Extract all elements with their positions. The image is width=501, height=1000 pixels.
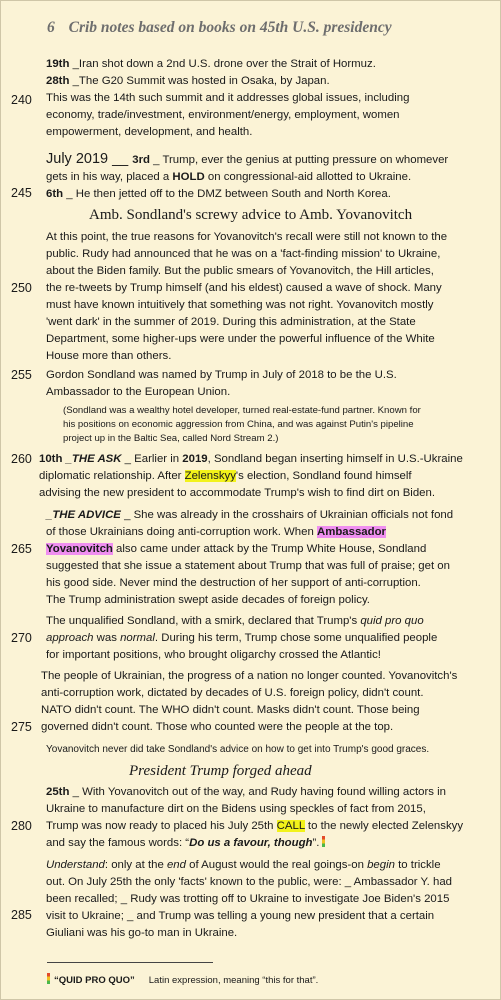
note-advice-not-taken: Yovanovitch never did take Sondland's advice on how to get into Trump's good graces. [46, 744, 430, 755]
text-line: economy, trade/investment, environment/energy, employment, women [46, 109, 400, 121]
date-marker: 6th [46, 188, 64, 200]
highlight-yovanovitch: Yovanovitch [46, 543, 113, 555]
text-line: _The G20 Summit was hosted in Osaka, by Japan. [69, 75, 330, 87]
text-line: _ With Yovanovitch out of the way, and Rudy having found willing actors in [69, 786, 446, 798]
quote-favour: Do us a favour, though [189, 837, 313, 849]
text-line: to trickle [394, 859, 441, 871]
text-line: and say the famous words: “ [46, 837, 190, 849]
paragraph-the-ask [39, 451, 463, 502]
text-line: This was the 14th such summit and it addresses global issues, including [46, 92, 410, 104]
text-line: to the newly elected Zelenskyy [304, 820, 464, 832]
footnote-marker-icon [47, 973, 50, 984]
text-line: The unqualified Sondland, with a smirk, declared that Trump's [46, 615, 361, 627]
paragraph-didnt-count [41, 668, 457, 736]
section-heading-sondland: Amb. Sondland's screwy advice to Amb. Yovanovitch [89, 207, 413, 223]
text-line: (Sondland was a wealthy hotel developer, turned real-estate-fund partner. Known for [63, 405, 421, 416]
footnote-definition: Latin expression, meaning “this for that”. [148, 975, 319, 986]
line-number: 245 [11, 186, 32, 200]
text-line: anti-corruption work, dictated by decades of U.S. foreign policy, didn't count. [41, 687, 424, 699]
text-line: , Sondland began inserting himself in U.S.-Ukraine [207, 453, 463, 465]
text-line: visit to Ukraine; _ and Trump was telling a young new president that a certain [46, 910, 435, 922]
text-line: 'went dark' in the summer of 2019. During this administration, at the State [46, 316, 416, 328]
paragraph-june-events [46, 56, 409, 141]
text-line: public. Rudy had announced that he was on a 'fact-finding mission' to Ukraine, [46, 248, 441, 260]
line-number: 275 [11, 720, 32, 734]
text-line: of those Ukrainians doing anti-corruption work. When [46, 526, 317, 538]
text-line: his good side. Never mind the destruction of her support of anti-corruption. [46, 577, 421, 589]
emphasis: begin [367, 859, 395, 871]
text-line: the re-tweets by Trump himself (and his eldest) caused a wave of shock. Many [46, 282, 442, 294]
line-number: 255 [11, 368, 32, 382]
text-line: _ Earlier in [121, 453, 183, 465]
text-line: At this point, the true reasons for Yovanovitch's recall were still not known to the [46, 231, 448, 243]
section-heading-trump-forged-ahead: President Trump forged ahead [129, 763, 312, 779]
emphasis: end [166, 859, 186, 871]
text-line: been recalled; _ Rudy was trotting off to Ukraine to investigate Joe Biden's 2015 [46, 893, 450, 905]
text-line: gets in his way, placed a [46, 171, 173, 183]
paragraph-sondland-named [46, 367, 397, 401]
text-line: _ She was already in the crosshairs of Ukrainian officials not fond [120, 509, 454, 521]
footnote [47, 973, 318, 986]
text-line: out. On July 25th the only 'facts' known to the public, were: _ Ambassador Y. had [46, 876, 453, 888]
note-sondland-background [63, 404, 421, 446]
text-line: must have known intuitively that something was not right. Yovanovitch mostly [46, 299, 434, 311]
paragraph-july-25-call [46, 784, 463, 852]
month-heading: July 2019 __ [46, 151, 133, 167]
text-line: Trump was now ready to placed his July 25th [46, 820, 277, 832]
text-line: advising the new president to accommodate Trump's wish to find dirt on Biden. [39, 487, 435, 499]
text-line: Department, some higher-ups were under the powerful influence of the White [46, 333, 435, 345]
highlight-ambassador: Ambassador [316, 526, 386, 538]
text-line: _Iran shot down a 2nd U.S. drone over the Strait of Hormuz. [69, 58, 376, 70]
text-line: was [93, 632, 121, 644]
page-number: 6 [47, 19, 55, 36]
highlight-zelenskyy: Zelenskyy [184, 470, 236, 482]
date-marker: 10th [39, 453, 63, 465]
emphasis: _THE ADVICE [46, 509, 121, 521]
text-line: ”. [312, 837, 320, 849]
date-marker: 3rd [132, 154, 150, 166]
text-line: NATO didn't count. The WHO didn't count. Masks didn't count. Those being [41, 704, 420, 716]
text-line: empowerment, development, and health. [46, 126, 253, 138]
paragraph-yovanovitch-recall [46, 229, 447, 365]
text-line: The people of Ukrainian, the progress of a nation no longer counted. Yovanovitch's [41, 670, 458, 682]
emphasis: HOLD [172, 171, 205, 183]
text-line: also came under attack by the Trump White House, Sondland [112, 543, 427, 555]
text-line: Giuliani was his go-to man in Ukraine. [46, 927, 238, 939]
paragraph-july-2019 [46, 151, 448, 203]
emphasis: approach [46, 632, 94, 644]
footnote-marker-icon [322, 836, 325, 847]
text-line: Ukraine to manufacture dirt on the Bidens using speckles of fact from 2015, [46, 803, 426, 815]
text-line: House more than others. [46, 350, 172, 362]
text-line: governed didn't count. Those who counted were the people at the top. [41, 721, 394, 733]
text-line: for important positions, who brought oligarchy crossed the Atlantic! [46, 649, 381, 661]
text-line: suggested that she issue a statement about Trump that was full of praise; get on [46, 560, 450, 572]
text-line: Gordon Sondland was named by Trump in July of 2018 to be the U.S. [46, 369, 397, 381]
line-number: 285 [11, 908, 32, 922]
date-marker: 19th [46, 58, 70, 70]
text-line: diplomatic relationship. After [39, 470, 185, 482]
line-number: 280 [11, 819, 32, 833]
paragraph-understand [46, 857, 452, 942]
emphasis: quid pro quo [360, 615, 424, 627]
line-number: 260 [11, 452, 32, 466]
text-line: his positions on economic aggression from China, and was against Putin's pipeline [63, 419, 414, 430]
text-line: 's election, Sondland found himself [235, 470, 412, 482]
text-line: . During his term, Trump chose some unqualified people [154, 632, 438, 644]
text-line: _ Trump, ever the genius at putting pressure on whomever [150, 154, 449, 166]
paragraph-the-advice [46, 507, 453, 609]
emphasis: Understand [46, 859, 105, 871]
page-title: Crib notes based on books on 45th U.S. presidency [68, 19, 392, 36]
text-line: : only at the [104, 859, 167, 871]
page-header [47, 19, 392, 37]
emphasis: normal [120, 632, 155, 644]
line-number: 265 [11, 542, 32, 556]
footnote-divider [47, 962, 213, 963]
line-number: 240 [11, 93, 32, 107]
text-line: Ambassador to the European Union. [46, 386, 231, 398]
emphasis: _THE ASK [62, 453, 122, 465]
paragraph-unqualified-sondland [46, 613, 437, 664]
text-line: The Trump administration swept aside decades of foreign policy. [46, 594, 370, 606]
highlight-call: CALL [276, 820, 305, 832]
footnote-term: “QUID PRO QUO” [54, 975, 135, 986]
date-marker: 25th [46, 786, 70, 798]
line-number: 250 [11, 281, 32, 295]
line-number: 270 [11, 631, 32, 645]
text-line: about the Biden family. But the public smears of Yovanovitch, the Hill articles, [46, 265, 434, 277]
date-marker: 28th [46, 75, 70, 87]
text-line: of August would the real goings-on [185, 859, 368, 871]
text-line: on congressional-aid allotted to Ukraine. [204, 171, 412, 183]
text-line: _ He then jetted off to the DMZ between South and North Korea. [63, 188, 391, 200]
text-line: project up in the Baltic Sea, called Nord Stream 2.) [63, 433, 279, 444]
emphasis: 2019 [182, 453, 208, 465]
